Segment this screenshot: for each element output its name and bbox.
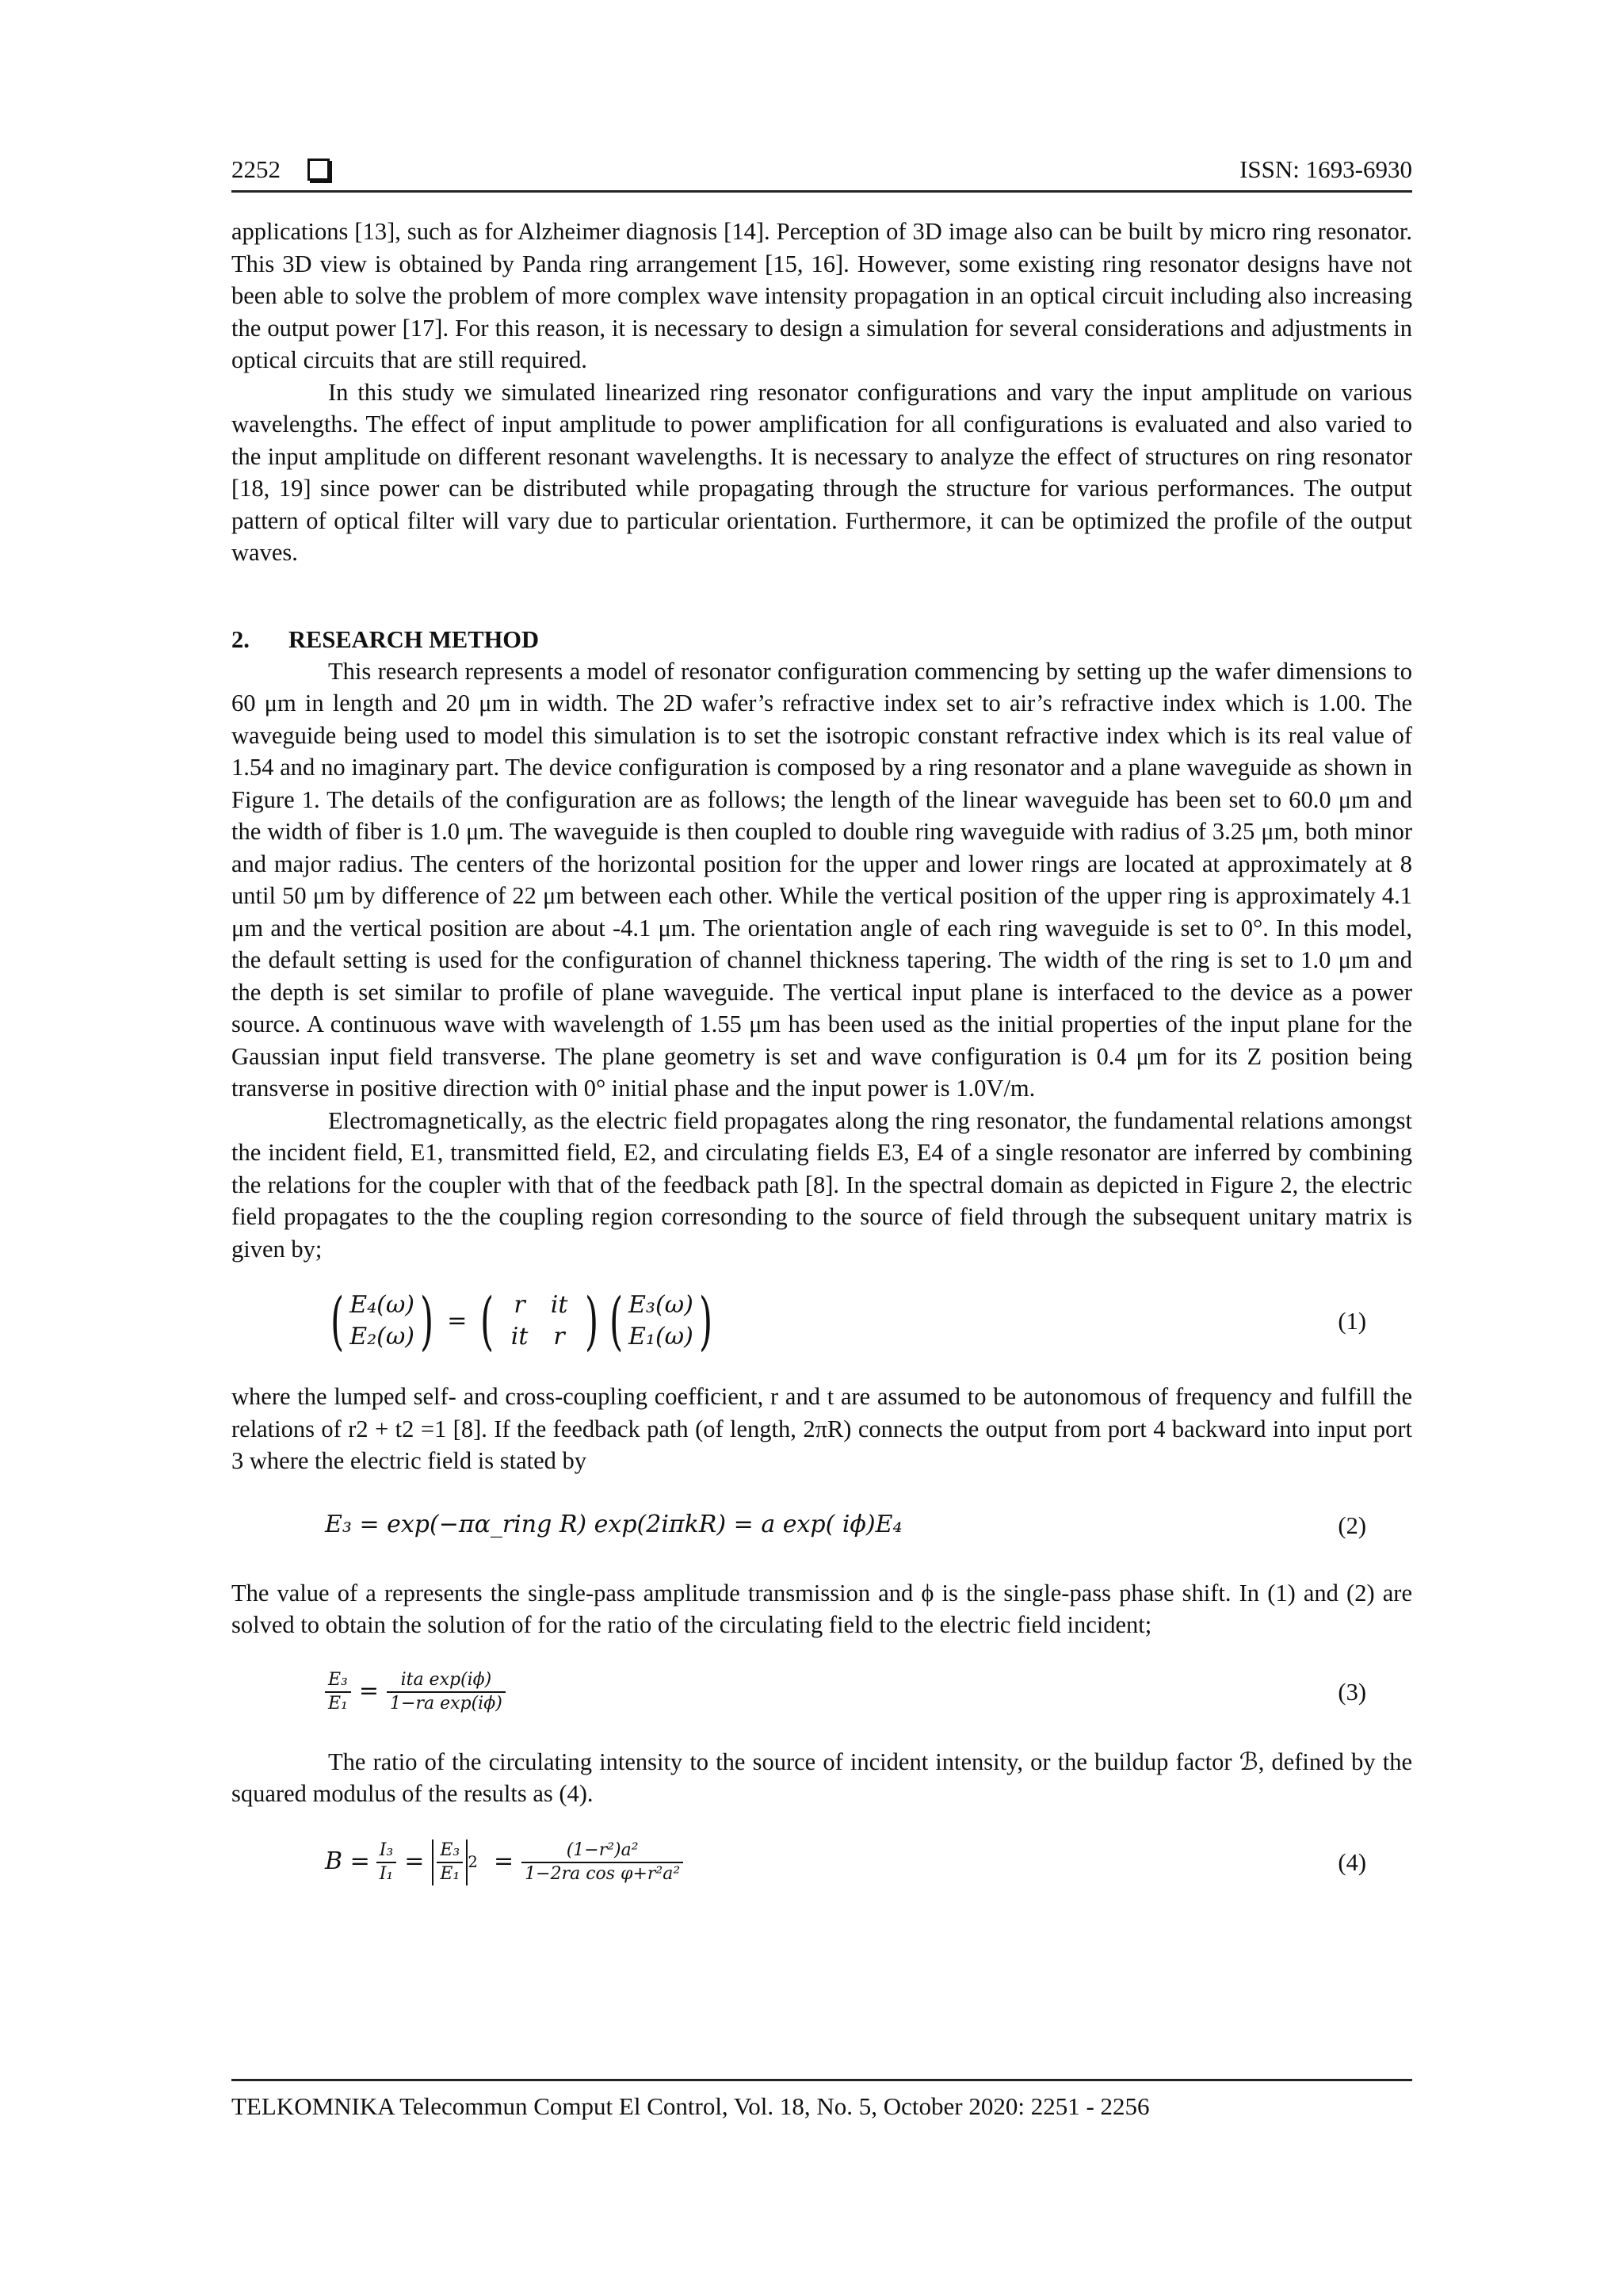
paragraph-single-pass: The value of a represents the single-pass amplitude transmission and ϕ is the single-pass phase shift. In (1) and (2) are solved to obtain the solution of for the ratio of the circulating field to the electric field incident;	[231, 1579, 1412, 1638]
eq4-result-fraction: $\frac{\text{(1−r²)a²}}{\text{1−2ra cos φ+r²a²}}$	[521, 1839, 683, 1885]
eq4-modulus: $\frac{\text{E₃}}{\text{E₁}}$	[432, 1839, 468, 1885]
eq3-rhs-fraction: $\frac{\text{ita exp(iϕ)}}{\text{1−ra exp(iϕ)}}$	[387, 1669, 506, 1715]
eq1-lhs-vector: ( E₄(ω) E₂(ω) )	[330, 1284, 434, 1358]
equation-number: (2)	[1338, 1511, 1366, 1539]
eq1-matrix: ( r it it r )	[480, 1284, 598, 1358]
paragraph-electromagnetic: Electromagnetically, as the electric field propagates along the ring resonator, the fundamental relations amongst the incident field, E1, transmitted field, E2, and circulating fields E3, E4 of a single resonator are inferred by combining the relations for the coupler with that of the feedback path [8]. In the spectral domain as depicted in Figure 2, the electric field propagates to the the coupling region corresonding to the source of field through the subsequent unitary matrix is given by;	[231, 1106, 1412, 1263]
eq2-expression: E₃ = exp(−πα_ring R) exp(2iπkR) = a exp( iϕ)E₄	[325, 1511, 903, 1539]
main-text	[231, 216, 1412, 1918]
page-number: 2252	[231, 155, 281, 183]
journal-citation: TELKOMNIKA Telecommun Comput El Control, Vol. 18, No. 5, October 2020: 2251 - 2256	[231, 2092, 1150, 2120]
equation-1: ( E₄(ω) E₂(ω) ) = ( r it it r ) ( E₃(ω) E₁(ω) ) (1)	[231, 1286, 1412, 1357]
paragraph-intro-continued: applications [13], such as for Alzheimer diagnosis [14]. Perception of 3D image also can be built by micro ring resonator. This 3D view is obtained by Panda ring arrangement [15, 16]. However, some existing ring resonator designs have not been able to solve the problem of more complex wave intensity propagation in an optical circuit including also increasing the output power [17]. For this reason, it is necessary to design a simulation for several considerations and adjustments in optical circuits that are still required.	[231, 218, 1412, 373]
equation-4: B = $\frac{\text{I₃}}{\text{I₁}}$ = $\frac{\text{E₃}}{\text{E₁}}$ 2 = $\frac{\text{(1−r²)a²}}{\text{1−2ra cos φ+r²a²}}$ (4)	[325, 1839, 1366, 1884]
page-header	[231, 151, 1412, 193]
paragraph-method: This research represents a model of resonator configuration commencing by setting up the wafer dimensions to 60 μm in length and 20 μm in width. The 2D wafer’s refractive index set to air’s refractive index which is 1.00. The waveguide being used to model this simulation is to set the isotropic constant refractive index which is its real value of 1.54 and no imaginary part. The device configuration is composed by a ring resonator and a plane waveguide as shown in Figure 1. The details of the configuration are as follows; the length of the linear waveguide has been set to 60.0 μm and the width of fiber is 1.0 μm. The waveguide is then coupled to double ring waveguide with radius of 3.25 μm, both minor and major radius. The centers of the horizontal position for the upper and lower rings are located at approximately at 8 until 50 μm by difference of 22 μm between each other. While the vertical position of the upper ring is approximately 4.1 μm and the vertical position are about -4.1 μm. The orientation angle of each ring waveguide is set to 0°. In this model, the default setting is used for the configuration of channel thickness tapering. The width of the ring is set to 1.0 μm and the depth is set similar to profile of plane waveguide. The vertical input plane is interfaced to the device as a power source. A continuous wave with wavelength of 1.55 μm has been used as the initial properties of the input plane for the Gaussian input field transverse. The plane geometry is set and wave configuration is 0.4 μm for its Z position being transverse in positive direction with 0° initial phase and the input power is 1.0V/m.	[231, 657, 1412, 1102]
paragraph-study: In this study we simulated linearized ring resonator configurations and vary the input amplitude on various wavelengths. The effect of input amplitude to power amplification for all configurations is evaluated and also varied to the input amplitude on different resonant wavelengths. It is necessary to analyze the effect of structures on ring resonator [18, 19] since power can be distributed while propagating through the structure for various performances. The output pattern of optical filter will vary due to particular orientation. Furthermore, it can be optimized the profile of the output waves.	[231, 378, 1412, 566]
equation-3: $\frac{\text{E₃}}{\text{E₁}}$ = $\frac{\text{ita exp(iϕ)}}{\text{1−ra exp(iϕ)}}$ (3)	[231, 1662, 1412, 1722]
page-number-group	[231, 155, 330, 184]
equation-number: (4)	[1338, 1848, 1366, 1876]
paragraph-buildup: The ratio of the circulating intensity to the source of incident intensity, or the buildup factor ℬ, defined by the squared modulus of the results as (4).	[231, 1748, 1412, 1807]
section-title: RESEARCH METHOD	[288, 625, 540, 653]
issn: ISSN: 1693-6930	[1239, 155, 1412, 183]
eq4-intensity-fraction: $\frac{\text{I₃}}{\text{I₁}}$	[376, 1839, 397, 1885]
paragraph-coupling: where the lumped self- and cross-coupling coefficient, r and t are assumed to be autonomous of frequency and fulfill the relations of r2 + t2 =1 [8]. If the feedback path (of length, 2πR) connects the output from port 4 backward into input port 3 where the electric field is stated by	[231, 1383, 1412, 1474]
eq3-lhs-fraction: $\frac{\text{E₃}}{\text{E₁}}$	[325, 1669, 351, 1715]
page-footer	[231, 2079, 1412, 2121]
section-number: 2.	[231, 625, 250, 653]
checkbox-square-icon	[307, 159, 330, 181]
eq1-rhs-vector: ( E₃(ω) E₁(ω) )	[609, 1284, 713, 1358]
equation-number: (1)	[1338, 1307, 1366, 1335]
equation-2	[231, 1498, 1412, 1553]
section-heading	[231, 624, 1412, 655]
equation-number: (3)	[1338, 1678, 1366, 1706]
